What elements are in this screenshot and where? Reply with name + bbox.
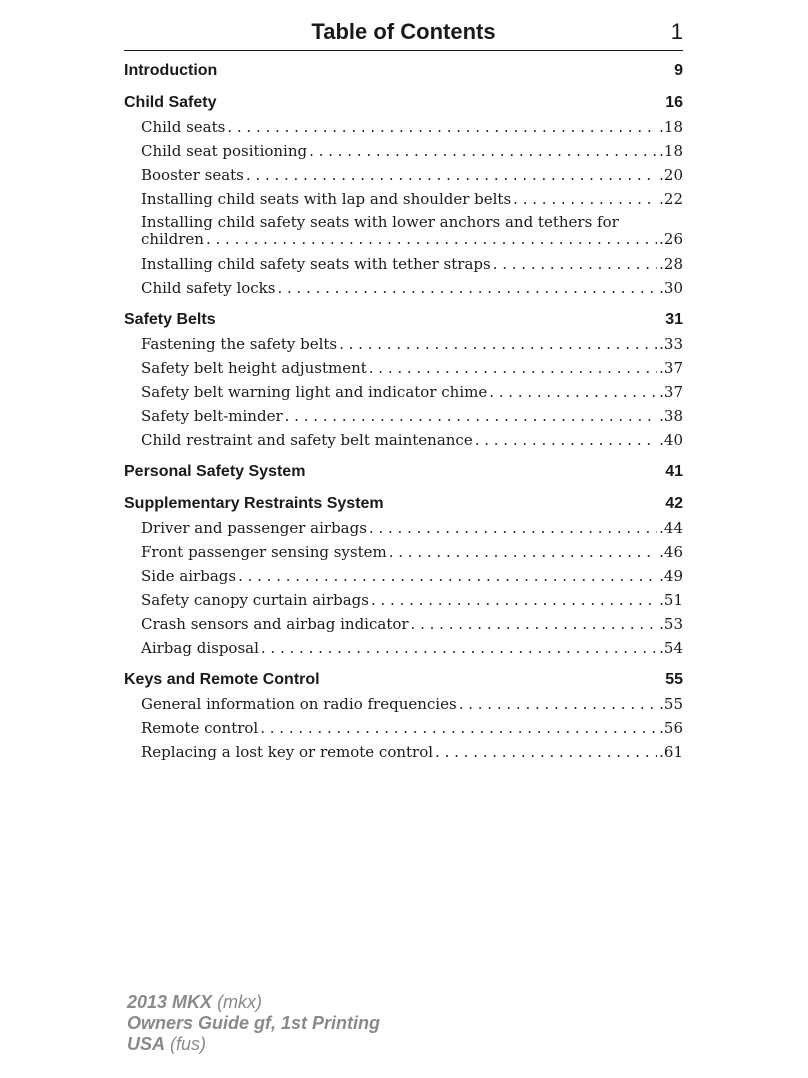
dot-leader bbox=[459, 692, 657, 716]
toc-entry[interactable] bbox=[141, 332, 683, 356]
toc-section bbox=[124, 90, 683, 300]
entry-page: .46 bbox=[659, 543, 683, 561]
section-title: Supplementary Restraints System bbox=[124, 495, 384, 512]
entry-label: Booster seats bbox=[141, 166, 244, 184]
entry-page: .30 bbox=[659, 279, 683, 297]
section-title: Keys and Remote Control bbox=[124, 671, 320, 688]
entry-page: .26 bbox=[659, 230, 683, 248]
toc-section-heading[interactable] bbox=[124, 58, 683, 83]
toc-entry[interactable] bbox=[141, 115, 683, 139]
toc-entry[interactable] bbox=[141, 163, 683, 187]
footer-model-code: (mkx) bbox=[217, 992, 263, 1012]
toc-section bbox=[124, 58, 683, 83]
toc-entry[interactable] bbox=[141, 716, 683, 740]
entry-label: Side airbags bbox=[141, 567, 237, 585]
toc-entry[interactable] bbox=[141, 740, 683, 764]
dot-leader bbox=[389, 540, 657, 564]
entry-page: .28 bbox=[659, 255, 683, 273]
entry-label: Front passenger sensing system bbox=[141, 543, 387, 561]
toc-section-heading[interactable] bbox=[124, 667, 683, 692]
entry-page: .53 bbox=[659, 615, 683, 633]
entry-page: .54 bbox=[659, 639, 683, 657]
dot-leader bbox=[513, 187, 657, 211]
entry-page: .18 bbox=[659, 142, 683, 160]
entry-page: .22 bbox=[659, 190, 683, 208]
dot-leader bbox=[369, 516, 657, 540]
toc-entry[interactable] bbox=[141, 540, 683, 564]
toc-section-heading[interactable] bbox=[124, 90, 683, 115]
entry-page: .18 bbox=[659, 118, 683, 136]
toc-entry[interactable] bbox=[141, 564, 683, 588]
dot-leader bbox=[206, 231, 657, 248]
dot-leader bbox=[493, 252, 657, 276]
entry-label: Driver and passenger airbags bbox=[141, 519, 367, 537]
dot-leader bbox=[227, 115, 657, 139]
entry-page: .37 bbox=[659, 359, 683, 377]
table-of-contents bbox=[124, 58, 683, 771]
entry-page: .51 bbox=[659, 591, 683, 609]
dot-leader bbox=[260, 716, 657, 740]
toc-entry[interactable] bbox=[141, 380, 683, 404]
section-page: 55 bbox=[665, 671, 683, 688]
toc-entry[interactable] bbox=[141, 187, 683, 211]
entry-label: Safety belt warning light and indicator chime bbox=[141, 383, 488, 401]
section-page: 9 bbox=[674, 62, 683, 79]
toc-entry[interactable] bbox=[141, 428, 683, 452]
entry-label: Child seats bbox=[141, 118, 226, 136]
entry-label: Child safety locks bbox=[141, 279, 276, 297]
entry-page: .33 bbox=[659, 335, 683, 353]
entry-label: Installing child safety seats with tether straps bbox=[141, 255, 491, 273]
toc-section bbox=[124, 491, 683, 660]
toc-entry[interactable] bbox=[141, 356, 683, 380]
toc-section bbox=[124, 307, 683, 452]
section-title: Personal Safety System bbox=[124, 463, 306, 480]
page-header bbox=[124, 18, 683, 51]
section-title: Introduction bbox=[124, 62, 218, 79]
section-page: 42 bbox=[665, 495, 683, 512]
toc-section-heading[interactable] bbox=[124, 459, 683, 484]
entry-page: .20 bbox=[659, 166, 683, 184]
toc-entry[interactable] bbox=[141, 139, 683, 163]
toc-section bbox=[124, 459, 683, 484]
entry-label-line1: Installing child safety seats with lower anchors and tethers for bbox=[141, 213, 619, 231]
toc-entry[interactable] bbox=[141, 692, 683, 716]
dot-leader bbox=[309, 139, 657, 163]
entry-label: Airbag disposal bbox=[141, 639, 259, 657]
toc-entry[interactable] bbox=[141, 276, 683, 300]
entry-label: Installing child seats with lap and shoulder belts bbox=[141, 190, 512, 208]
entry-label: children bbox=[141, 230, 204, 248]
dot-leader bbox=[261, 636, 657, 660]
dot-leader bbox=[339, 332, 657, 356]
toc-entry[interactable] bbox=[141, 636, 683, 660]
section-page: 16 bbox=[665, 94, 683, 111]
dot-leader bbox=[369, 356, 657, 380]
toc-entry[interactable] bbox=[141, 516, 683, 540]
entry-page: .40 bbox=[659, 431, 683, 449]
dot-leader bbox=[371, 588, 657, 612]
entry-page: .38 bbox=[659, 407, 683, 425]
entry-page: .55 bbox=[659, 695, 683, 713]
toc-section-heading[interactable] bbox=[124, 307, 683, 332]
page-number: 1 bbox=[670, 19, 683, 44]
entry-label: Fastening the safety belts bbox=[141, 335, 338, 353]
toc-section-heading[interactable] bbox=[124, 491, 683, 516]
dot-leader bbox=[475, 428, 657, 452]
entry-label: Safety belt height adjustment bbox=[141, 359, 367, 377]
document-footer bbox=[127, 992, 380, 1055]
toc-entry[interactable] bbox=[141, 588, 683, 612]
page-title: Table of Contents bbox=[311, 19, 496, 44]
dot-leader bbox=[435, 740, 657, 764]
entry-page: .56 bbox=[659, 719, 683, 737]
dot-leader bbox=[277, 276, 657, 300]
entry-label: Replacing a lost key or remote control bbox=[141, 743, 434, 761]
entry-page: .37 bbox=[659, 383, 683, 401]
section-title: Child Safety bbox=[124, 94, 217, 111]
entry-label: Child seat positioning bbox=[141, 142, 308, 160]
footer-region: USA bbox=[127, 1034, 166, 1054]
entry-label: Child restraint and safety belt maintenance bbox=[141, 431, 473, 449]
footer-model: 2013 MKX bbox=[127, 992, 213, 1012]
dot-leader bbox=[285, 404, 658, 428]
entry-page: .49 bbox=[659, 567, 683, 585]
entry-label: Safety canopy curtain airbags bbox=[141, 591, 369, 609]
section-page: 41 bbox=[665, 463, 683, 480]
section-page: 31 bbox=[665, 311, 683, 328]
dot-leader bbox=[489, 380, 657, 404]
toc-entry[interactable] bbox=[141, 211, 683, 252]
entry-label: General information on radio frequencies bbox=[141, 695, 457, 713]
section-title: Safety Belts bbox=[124, 311, 216, 328]
dot-leader bbox=[238, 564, 657, 588]
entry-page: .44 bbox=[659, 519, 683, 537]
toc-entry[interactable] bbox=[141, 612, 683, 636]
entry-label: Remote control bbox=[141, 719, 259, 737]
toc-section bbox=[124, 667, 683, 764]
dot-leader bbox=[411, 612, 658, 636]
footer-guide: Owners Guide gf, 1st Printing bbox=[127, 1013, 381, 1033]
toc-entry[interactable] bbox=[141, 404, 683, 428]
dot-leader bbox=[246, 163, 657, 187]
toc-entry[interactable] bbox=[141, 252, 683, 276]
entry-page: .61 bbox=[659, 743, 683, 761]
entry-label: Crash sensors and airbag indicator bbox=[141, 615, 409, 633]
entry-label: Safety belt-minder bbox=[141, 407, 283, 425]
footer-region-code: (fus) bbox=[170, 1034, 207, 1054]
